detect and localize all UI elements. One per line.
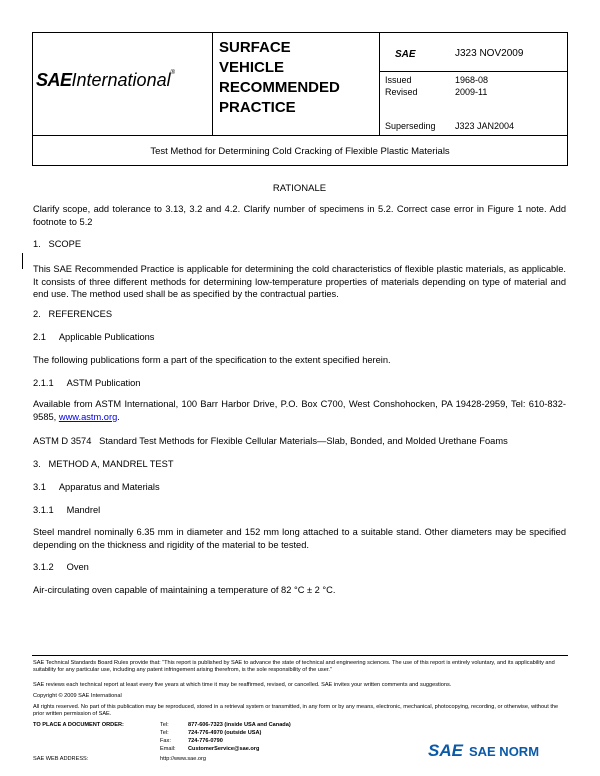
footer-rule [32,655,568,656]
fax-value: 724-776-0790 [188,738,223,744]
astm-link[interactable]: www.astm.org [58,411,118,422]
web-label: SAE WEB ADDRESS: [33,756,89,762]
rationale-heading: RATIONALE [272,183,327,194]
section-1-text: This SAE Recommended Practice is applicable for determining the cold characteristics of flexible plastic materials, as applicable. It consists of three different methods for determining low-temperature properties of materials depending on type of material and end use. The method used shall be as specified by the contractual parties. [33,264,566,300]
watermark-norm: SAE NORM [468,744,540,759]
section-3-1-1-text: Steel mandrel nominally 6.35 mm in diameter and 152 mm long attached to a suitable stand. Other diameters may be specified depending on the thickness and rigidity of the material to be tested. [33,527,566,550]
watermark-sae-logo: SAE [428,741,463,760]
section-2-1-1-text: Available from ASTM International, 100 Barr Harbor Drive, P.O. Box C700, West Conshohocken, PA 19428-2959, Tel: 610-832-9585, www.astm.org. [33,399,566,422]
section-3-1-2-heading: 3.1.2 Oven [33,562,89,572]
section-3-1-heading: 3.1 Apparatus and Materials [33,482,160,492]
title-bottom-border [32,165,568,166]
section-1-heading: 1. SCOPE [33,239,82,249]
section-3-1-2-text: Air-circulating oven capable of maintaining a temperature of 82 °C ± 2 °C. [33,585,336,595]
footer-review: SAE reviews each technical report at least every five years at which time it may be reaffirmed, revised, or cancelled. SAE invites your written comments and suggestions. [33,682,452,688]
change-bar [22,253,23,269]
header-divider-2 [379,32,380,136]
tel-value: 877-606-7323 (inside USA and Canada) [188,722,291,728]
section-2-heading: 2. REFERENCES [33,309,113,319]
superseding-label: Superseding [385,121,436,131]
footer-rights: All rights reserved. No part of this publication may be reproduced, stored in a retrieval system or transmitted, in any form or by any means, electronic, mechanical, photocopying, recording, or otherwise, without the prior written permission of SAE. [33,704,559,717]
footer-disclaimer: SAE Technical Standards Board Rules provide that: “This report is published by SAE to advance the state of technical and engineering sciences. The use of this report is entirely voluntary, and its applicability and suitability for any particular use, including any patent infringement arising therefrom, is the sole responsibility of the user.” [33,660,555,673]
tel-label: Tel: [160,722,169,728]
revised-value: 2009-11 [455,87,488,97]
sae-small-logo: SAE [395,49,416,60]
rationale-text: Clarify scope, add tolerance to 3.13, 3.2 and 4.2. Clarify number of specimens in 5.2. Correct case error in Figure 1 note. Add footnote to 5.2 [33,204,566,227]
footer-copyright: Copyright © 2009 SAE International [33,693,122,699]
document-number: J323 NOV2009 [455,48,524,59]
fax-label: Fax: [160,738,171,744]
order-label: TO PLACE A DOCUMENT ORDER: [33,722,124,728]
web-value[interactable]: http://www.sae.org [160,756,207,762]
header-top-border [32,32,568,33]
sae-international-logo: SAEInternational® [36,70,176,90]
section-2-1-heading: 2.1 Applicable Publications [33,332,155,342]
document-type: SURFACE VEHICLE RECOMMENDED PRACTICE [219,39,340,116]
issued-value: 1968-08 [455,75,489,85]
doc-number-divider [379,71,568,72]
email-label: Email: [160,746,176,752]
section-3-1-1-heading: 3.1.1 Mandrel [33,505,101,515]
section-2-1-1-heading: 2.1.1 ASTM Publication [33,378,141,388]
sae-norm-watermark [428,741,568,761]
header-bottom-border [32,135,568,136]
tel2-value: 724-776-4970 (outside USA) [188,730,262,736]
issued-label: Issued [385,75,412,85]
email-value[interactable]: CustomerService@sae.org [188,746,260,752]
section-3-heading: 3. METHOD A, MANDREL TEST [33,459,174,469]
superseding-value: J323 JAN2004 [455,121,515,131]
header-divider-1 [212,32,213,136]
document-title: Test Method for Determining Cold Cracking of Flexible Plastic Materials [150,146,450,157]
section-2-1-text: The following publications form a part of the specification to the extent specified herein. [33,355,391,365]
tel2-label: Tel: [160,730,169,736]
astm-reference: ASTM D 3574 Standard Test Methods for Flexible Cellular Materials—Slab, Bonded, and Molded Urethane Foams [33,436,508,446]
revised-label: Revised [385,87,418,97]
